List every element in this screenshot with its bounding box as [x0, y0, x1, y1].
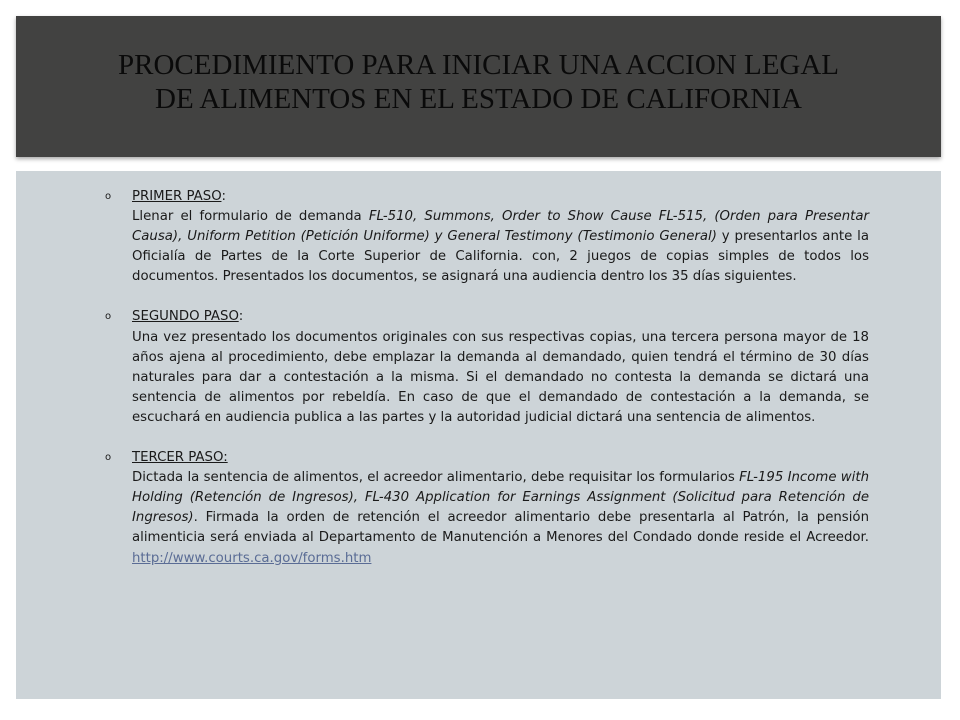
step-heading-label: PRIMER PASO [132, 189, 222, 204]
content-panel [16, 171, 941, 699]
step-body: Una vez presentado los documentos originales con sus respectivas copias, una tercera persona mayor de 18 años ajena al procedimiento, debe emplazar la demanda al demandado, quien tendrá el término de 30 días naturales para dar a contestación a la misma. Si el demandado no contesta la demanda se dictará una sentencia de alimentos por rebeldía. En caso de que el demandado de contestación a la demanda, se escuchará en audiencia publica a las partes y la autoridad judicial dictará una sentencia de alimentos. [132, 329, 869, 425]
step-heading-colon: : [221, 189, 226, 204]
step-first [105, 187, 869, 287]
step-form-names: FL-510, Summons, Order to Show Cause FL-515, (Orden para Presentar Causa), Uniform Petition (Petición Uniforme) y General Testimony (Testimonio General) [132, 209, 869, 245]
bullet-marker: o [105, 191, 112, 202]
bullet-marker: o [105, 452, 112, 464]
step-form-names: FL-195 Income with Holding (Retención de Ingresos), FL-430 Application for Earnings Assignment (Solicitud para Retención de Ingresos) [132, 470, 870, 526]
step-heading-colon: : [238, 309, 244, 325]
step-text: Dictada la sentencia de alimentos, el acreedor alimentario, debe requisitar los formularios [132, 470, 740, 486]
step-text: . Firmada la orden de retención el acreedor alimentario debe presentarla al Patrón, la pensión alimenticia será enviada al Departamento de Manutención a Menores del Condado donde reside el Acreedor. [132, 510, 869, 546]
step-second [105, 307, 869, 428]
step-third [105, 448, 869, 569]
step-body [132, 207, 869, 287]
title-banner [16, 16, 941, 157]
title-line-2: DE ALIMENTOS EN EL ESTADO DE CALIFORNIA [155, 82, 802, 115]
step-body [132, 468, 869, 568]
step-text: y presentarlos ante la Oficialía de Partes de la Corte Superior de California. con, 2 juegos de copias simples de todos los documentos. Presentados los documentos, se asignará una audiencia dentro los 35 días siguientes. [132, 229, 869, 285]
title-line-1: PROCEDIMIENTO PARA INICIAR UNA ACCION LEGAL [117, 48, 840, 81]
step-heading-label: TERCER PASO: [132, 450, 228, 466]
step-heading-label: SEGUNDO PASO [132, 309, 239, 325]
bullet-marker: o [105, 311, 112, 323]
slide-title [118, 48, 839, 116]
forms-link[interactable]: http://www.courts.ca.gov/forms.htm [132, 550, 372, 566]
step-heading [132, 448, 869, 468]
step-text: Llenar el formulario de demanda [132, 209, 369, 225]
step-heading [132, 187, 869, 207]
step-heading [132, 307, 869, 327]
